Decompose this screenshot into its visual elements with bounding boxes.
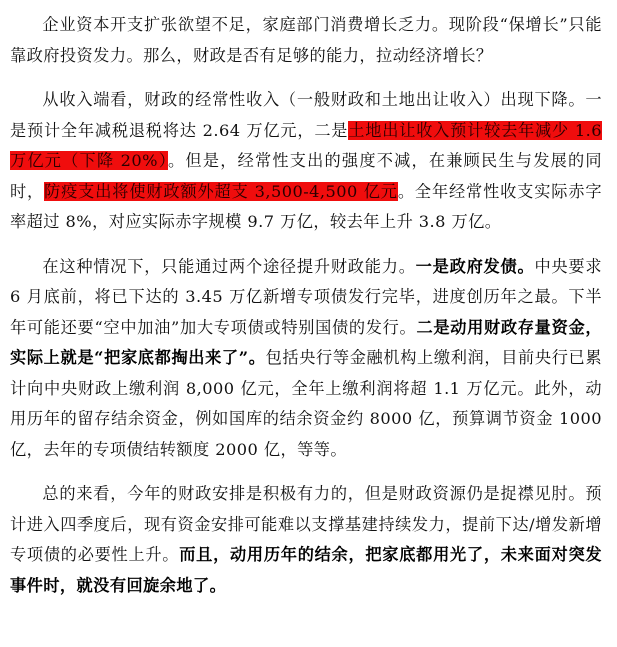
- text-run: 。但是，经常性支出的强度不减，在兼顾民生与发展的同时，: [10, 151, 602, 201]
- text-run: 从收入端看，财政的经常性收入（一般财政和土地出让收入）出现下降。一是预计全年减税退税将达 2.64 万亿元，二是: [10, 90, 602, 140]
- text-run: 。全年经常性收支实际赤字率超过 8%，对应实际赤字规模 9.7 万亿，较去年上升 3.8 万亿。: [10, 181, 603, 231]
- text-run: 在这种情况下，只能通过两个途径提升财政能力。: [42, 256, 416, 276]
- highlighted-text-land-revenue: 土地出让收入预计较去年减少 1.6 万亿元（下降 20%）: [10, 120, 602, 170]
- highlighted-text-epidemic-spending: 防疫支出将使财政额外超支 3,500-4,500 亿元: [44, 181, 398, 201]
- text-run: 包括央行等金融机构上缴利润，目前央行已累计向中央财政上缴利润 8,000 亿元，全年上缴利润将超 1.1 万亿元。此外，动用历年的留存结余资金，例如国库的结余资金约 8000 亿，预算调节资金 1000 亿，去年的专项债结转额度 2000 亿，等等。: [10, 348, 603, 459]
- paragraph-summary: [10, 479, 602, 601]
- paragraph-revenue-side: [10, 85, 602, 238]
- paragraph-two-approaches: [10, 252, 602, 466]
- bold-text-existing-funds: 二是动用财政存量资金，实际上就是“把家底都掏出来了”。: [10, 317, 602, 367]
- text-run: 中央要求 6 月底前，将已下达的 3.45 万亿新增专项债发行完毕，进度创历年之最。下半年可能还要“空中加油”加大专项债或特别国债的发行。: [10, 256, 602, 337]
- text-run: 总的来看，今年的财政安排是积极有力的，但是财政资源仍是捉襟见肘。预计进入四季度后，现有资金安排可能难以支撑基建持续发力，提前下达/增发新增专项债的必要性上升。: [10, 484, 602, 564]
- bold-text-conclusion: 而且，动用历年的结余，把家底都用光了，未来面对突发事件时，就没有回旋余地了。: [10, 545, 603, 595]
- paragraph-consumption-weakness: [10, 10, 602, 71]
- bold-text-government-bonds: 一是政府发债。: [415, 256, 535, 276]
- text-run: 企业资本开支扩张欲望不足，家庭部门消费增长乏力。现阶段“保增长”只能靠政府投资发力。那么，财政是否有足够的能力，拉动经济增长？: [10, 15, 602, 65]
